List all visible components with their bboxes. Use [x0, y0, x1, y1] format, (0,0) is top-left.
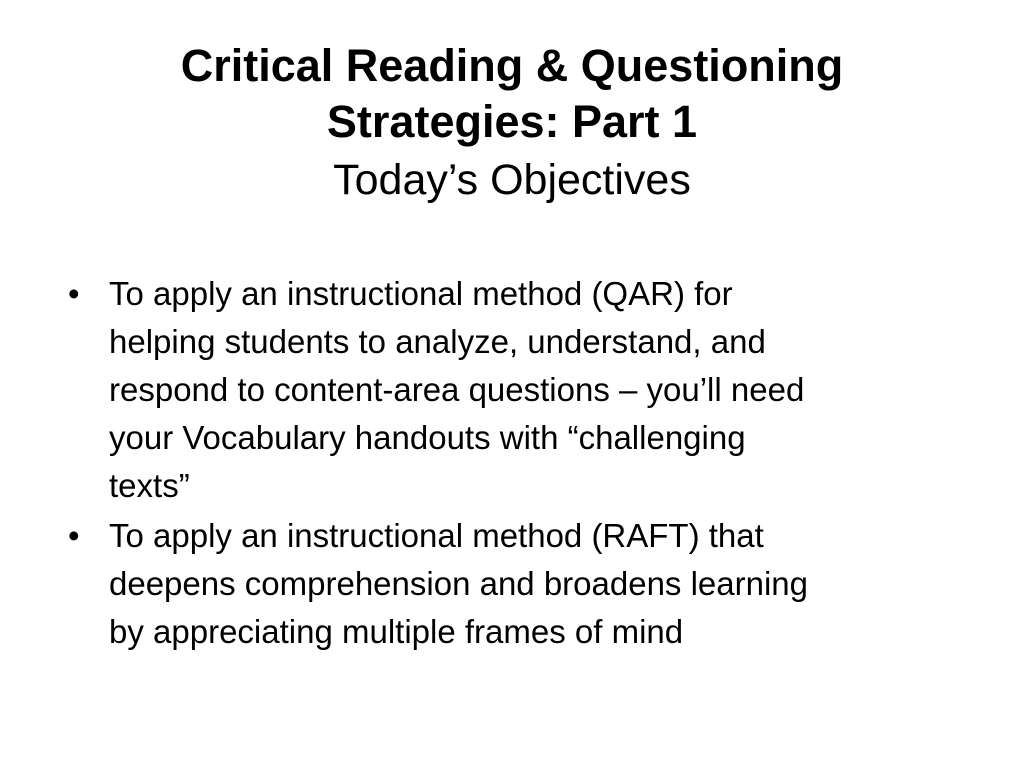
objective-text-line: respond to content-area questions – you’ll need: [109, 371, 805, 408]
title-line-1: Critical Reading & Questioning: [180, 40, 844, 91]
objective-item-raft: [68, 512, 968, 656]
bullet-icon: •: [68, 517, 80, 554]
objective-item-qar: [68, 270, 968, 510]
slide-subtitle: Today’s Objectives: [333, 156, 691, 204]
objective-text-line: To apply an instructional method (RAFT) that: [109, 517, 764, 554]
objective-text-line: your Vocabulary handouts with “challenging: [109, 419, 746, 456]
objective-text-line: helping students to analyze, understand, and: [109, 323, 766, 360]
bullet-icon: •: [68, 275, 80, 312]
objective-text-line: texts”: [109, 467, 190, 504]
title-line-2: Strategies: Part 1: [326, 96, 698, 147]
objectives-list: [68, 270, 968, 658]
slide-title: [0, 38, 1024, 210]
objective-text-line: To apply an instructional method (QAR) for: [109, 275, 733, 312]
objective-text-line: deepens comprehension and broadens learning: [109, 565, 809, 602]
objective-text-line: by appreciating multiple frames of mind: [109, 613, 684, 650]
